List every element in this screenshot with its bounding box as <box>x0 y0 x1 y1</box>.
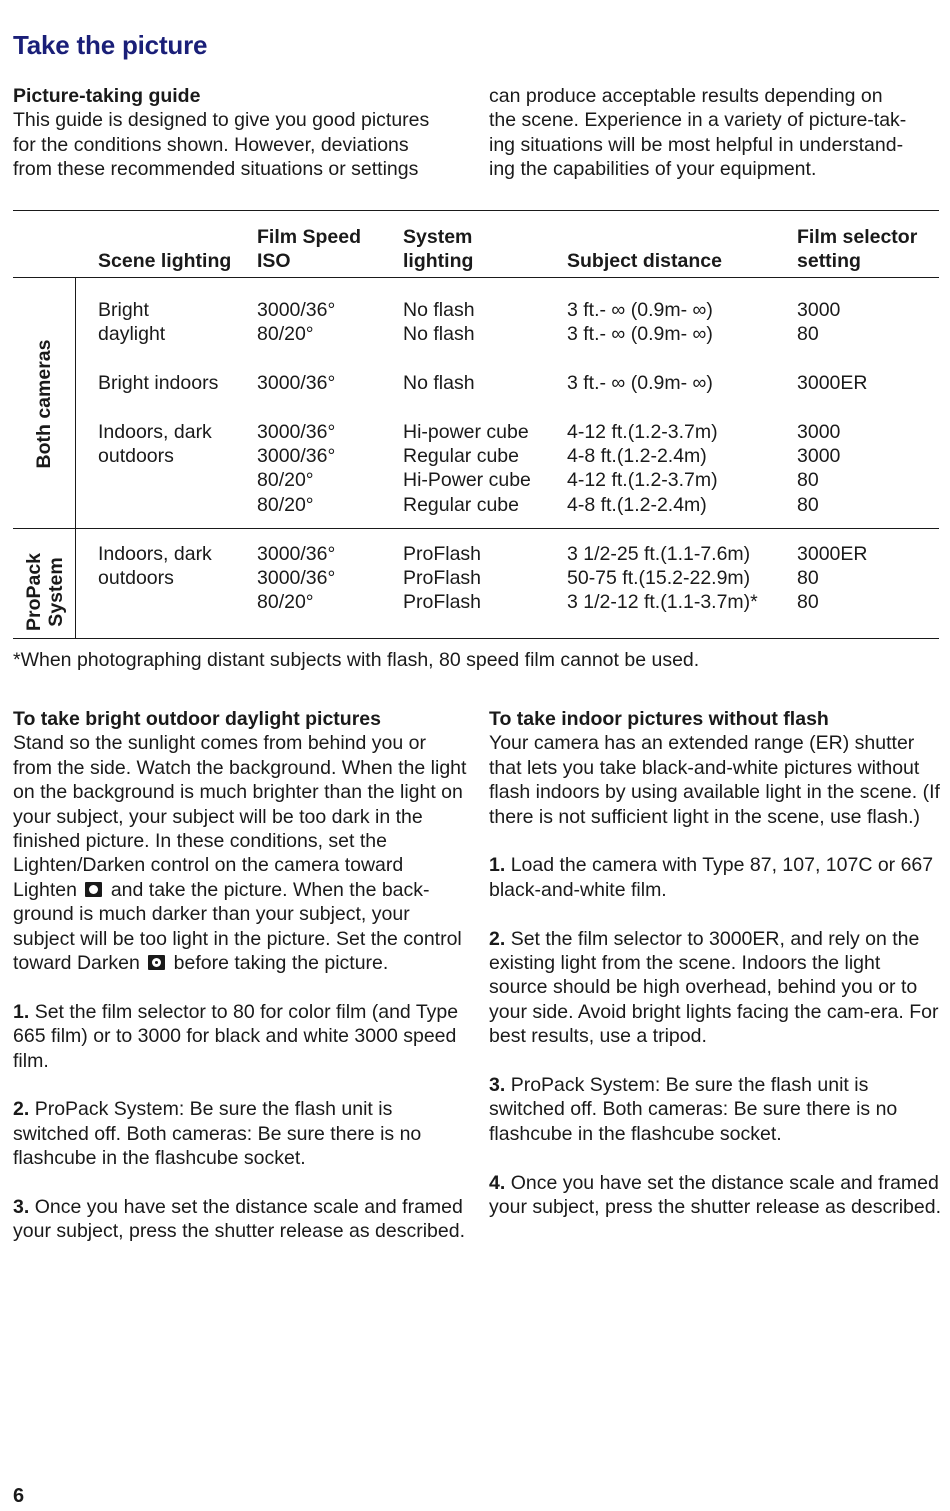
header-setting: setting <box>797 250 861 272</box>
indoor-step <box>489 927 941 1049</box>
step-number: 2. <box>489 927 506 950</box>
cell-speed: 3000/36° <box>257 421 336 443</box>
outdoor-step <box>13 1000 468 1073</box>
cell-speed: 80/20° <box>257 494 314 516</box>
page-title: Take the picture <box>13 30 208 60</box>
cell-distance: 4-12 ft.(1.2-3.7m) <box>567 421 718 443</box>
cell-lighting: ProFlash <box>403 567 482 589</box>
indoor-section <box>489 707 941 1219</box>
indoor-step <box>489 1073 941 1146</box>
step-text: Once you have set the distance scale and framed your subject, press the shutter release as described. <box>489 1171 941 1219</box>
cell-setting: 80 <box>797 591 819 613</box>
indoor-intro: Your camera has an extended range (ER) shutter that lets you take black-and-white pictures without flash indoors by using available light in the scene. (If there is not sufficient light in the scene, use flash.) <box>489 732 940 828</box>
cell-scene: outdoors <box>98 445 174 467</box>
header-system: System <box>403 226 473 248</box>
step-text: ProPack System: Be sure the flash unit is switched off. Both cameras: Be sure there is no flashcube in the flashcube socket. <box>13 1098 422 1170</box>
intro-line: can produce acceptable results depending on <box>489 85 883 107</box>
intro-line: ing the capabilities of your equipment. <box>489 158 817 181</box>
group-label-both-cameras: Both cameras <box>33 339 55 469</box>
cell-distance: 3 ft.- ∞ (0.9m- ∞) <box>567 323 713 345</box>
step-number: 1. <box>489 854 506 877</box>
guide-intro-right <box>489 84 929 182</box>
header-iso: ISO <box>257 250 291 272</box>
step-text: ProPack System: Be sure the flash unit is switched off. Both cameras: Be sure there is no flashcube in the flashcube socket. <box>489 1074 898 1145</box>
intro-line: ing situations will be most helpful in understand- <box>489 133 904 156</box>
cell-lighting: Hi-Power cube <box>403 469 531 491</box>
table-bottom-rule <box>13 638 939 639</box>
cell-speed: 3000/36° <box>257 372 336 394</box>
header-film-speed: Film Speed <box>257 226 362 248</box>
cell-setting: 3000 <box>797 299 841 321</box>
cell-lighting: No flash <box>403 299 475 321</box>
group-label-propack <box>23 532 67 652</box>
step-text: Load the camera with Type 87, 107, 107C or 667 black-and-white film. <box>489 854 934 901</box>
cell-distance: 3 1/2-25 ft.(1.1-7.6m) <box>567 543 751 565</box>
indoor-step <box>489 1171 941 1220</box>
cell-distance: 3 1/2-12 ft.(1.1-3.7m)* <box>567 591 758 613</box>
cell-speed: 3000/36° <box>257 445 336 467</box>
intro-line: from these recommended situations or settings <box>13 158 419 181</box>
group-label-line: ProPack <box>23 552 45 632</box>
cell-speed: 3000/36° <box>257 299 336 321</box>
cell-setting: 3000ER <box>797 372 868 394</box>
cell-scene: outdoors <box>98 567 174 589</box>
cell-scene: daylight <box>98 323 166 345</box>
cell-distance: 3 ft.- ∞ (0.9m- ∞) <box>567 372 713 394</box>
cell-setting: 80 <box>797 494 819 516</box>
cell-lighting: Hi-power cube <box>403 421 529 443</box>
cell-lighting: No flash <box>403 323 475 345</box>
cell-setting: 3000 <box>797 421 841 443</box>
cell-distance: 4-8 ft.(1.2-2.4m) <box>567 445 707 467</box>
header-scene-lighting: Scene lighting <box>98 250 232 272</box>
table-top-rule <box>13 210 939 211</box>
step-text: Set the film selector to 80 for color film (and Type 665 film) or to 3000 for black and white 3000 speed film. <box>13 1000 459 1072</box>
cell-speed: 80/20° <box>257 469 314 491</box>
table-footnote: *When photographing distant subjects with flash, 80 speed film cannot be used. <box>13 649 700 671</box>
outdoor-text-c: before taking the picture. <box>173 952 389 975</box>
intro-line: for the conditions shown. However, deviations <box>13 133 409 156</box>
cell-setting: 80 <box>797 469 819 491</box>
lighten-icon <box>85 882 102 897</box>
header-subject-distance: Subject distance <box>567 250 722 272</box>
outdoor-text-a: Stand so the sunlight comes from behind you or from the side. Watch the background. When the light on the background is much brighter than the light on your subject, your subject will be too dark in the finished picture. In these conditions, set the Lighten/Darken control on the camera toward Lighten <box>13 732 467 901</box>
cell-speed: 3000/36° <box>257 567 336 589</box>
outdoor-text-b: and take the picture. When the back-ground is much darker than your subject, your subject will be too light in the picture. Set the control toward Darken <box>13 878 462 975</box>
intro-line: the scene. Experience in a variety of picture-tak- <box>489 109 907 132</box>
outdoor-section <box>13 707 468 1244</box>
step-number: 1. <box>13 1000 30 1023</box>
guide-intro-left <box>13 84 463 182</box>
outdoor-paragraph <box>13 731 468 975</box>
step-number: 3. <box>489 1074 506 1097</box>
cell-setting: 80 <box>797 323 819 345</box>
cell-scene: Bright indoors <box>98 372 219 394</box>
page-number: 6 <box>13 1485 25 1507</box>
cell-setting: 3000 <box>797 445 841 467</box>
header-lighting: lighting <box>403 250 474 272</box>
step-text: Once you have set the distance scale and framed your subject, press the shutter release as described. <box>13 1196 465 1243</box>
darken-icon <box>148 955 165 970</box>
table-group-rule <box>13 528 939 529</box>
step-number: 3. <box>13 1196 30 1219</box>
guide-heading: Picture-taking guide <box>13 85 201 107</box>
cell-lighting: ProFlash <box>403 543 482 565</box>
step-number: 2. <box>13 1098 30 1121</box>
cell-speed: 80/20° <box>257 323 314 345</box>
outdoor-heading: To take bright outdoor daylight pictures <box>13 708 381 730</box>
cell-speed: 3000/36° <box>257 543 336 565</box>
cell-lighting: No flash <box>403 372 475 394</box>
cell-distance: 4-12 ft.(1.2-3.7m) <box>567 469 718 491</box>
cell-speed: 80/20° <box>257 591 314 613</box>
cell-scene: Indoors, dark <box>98 421 212 443</box>
cell-distance: 4-8 ft.(1.2-2.4m) <box>567 494 707 516</box>
intro-line: This guide is designed to give you good pictures <box>13 109 430 132</box>
table-group-divider <box>75 277 76 638</box>
table-header-rule <box>13 277 939 278</box>
cell-setting: 3000ER <box>797 543 868 565</box>
step-number: 4. <box>489 1171 506 1194</box>
indoor-heading: To take indoor pictures without flash <box>489 708 829 730</box>
cell-lighting: Regular cube <box>403 445 519 467</box>
outdoor-step <box>13 1195 468 1244</box>
indoor-step <box>489 853 941 902</box>
cell-lighting: ProFlash <box>403 591 482 613</box>
cell-lighting: Regular cube <box>403 494 519 516</box>
outdoor-step <box>13 1097 468 1170</box>
cell-scene: Bright <box>98 299 149 321</box>
cell-distance: 50-75 ft.(15.2-22.9m) <box>567 567 751 589</box>
header-film-selector: Film selector <box>797 226 918 248</box>
step-text: Set the film selector to 3000ER, and rely on the existing light from the scene. Indoors the light source should be high overhead, behind you or to your side. Avoid bright lights facing the cam-era. For best results, use a tripod. <box>489 927 939 1048</box>
cell-distance: 3 ft.- ∞ (0.9m- ∞) <box>567 299 713 321</box>
cell-setting: 80 <box>797 567 819 589</box>
group-label-line: System <box>45 557 67 627</box>
cell-scene: Indoors, dark <box>98 543 212 565</box>
